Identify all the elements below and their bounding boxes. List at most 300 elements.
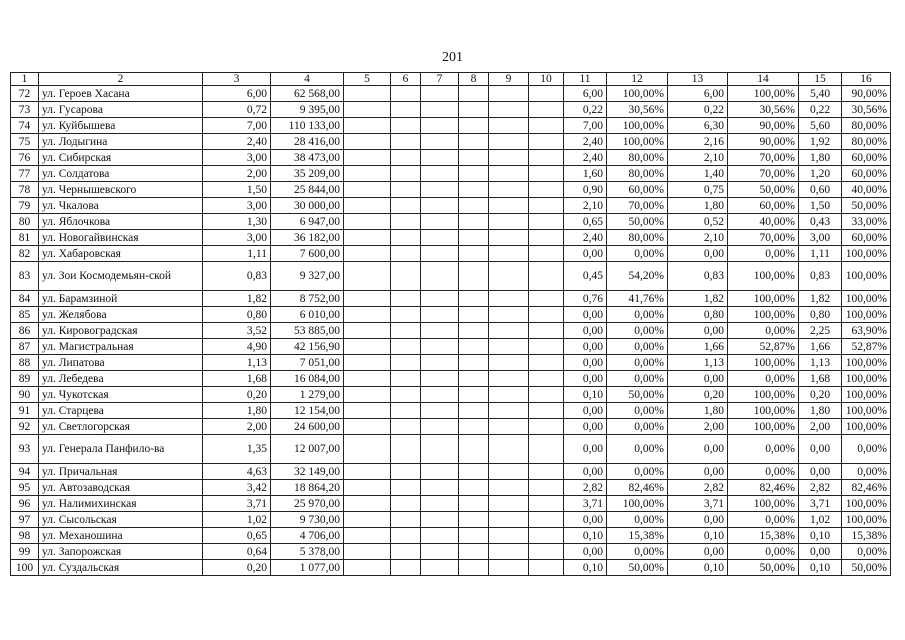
column-header-5: 5	[344, 73, 391, 86]
table-cell-col-10	[529, 150, 564, 166]
table-cell-col-2: ул. Гусарова	[39, 102, 203, 118]
table-cell-col-10	[529, 230, 564, 246]
table-cell-col-6	[391, 528, 421, 544]
table-cell-col-1: 93	[11, 435, 39, 464]
table-cell-col-1: 89	[11, 371, 39, 387]
table-cell-col-1: 73	[11, 102, 39, 118]
table-cell-col-1: 98	[11, 528, 39, 544]
table-cell-col-9	[489, 528, 529, 544]
table-cell-col-7	[421, 166, 459, 182]
table-cell-col-13: 0,10	[668, 560, 728, 576]
table-cell-col-8	[459, 512, 489, 528]
table-cell-col-16: 33,00%	[842, 214, 891, 230]
table-cell-col-16: 60,00%	[842, 230, 891, 246]
table-cell-col-2: ул. Лодыгина	[39, 134, 203, 150]
table-cell-col-4: 38 473,00	[271, 150, 344, 166]
table-cell-col-13: 2,16	[668, 134, 728, 150]
table-cell-col-5	[344, 118, 391, 134]
table-cell-col-2: ул. Солдатова	[39, 166, 203, 182]
table-cell-col-7	[421, 182, 459, 198]
table-cell-col-3: 1,68	[203, 371, 271, 387]
table-cell-col-11: 2,40	[564, 230, 607, 246]
table-cell-col-16: 60,00%	[842, 166, 891, 182]
table-cell-col-4: 16 084,00	[271, 371, 344, 387]
table-cell-col-2: ул. Новогайвинская	[39, 230, 203, 246]
table-cell-col-9	[489, 262, 529, 291]
table-cell-col-10	[529, 102, 564, 118]
table-cell-col-7	[421, 230, 459, 246]
table-cell-col-2: ул. Хабаровская	[39, 246, 203, 262]
table-cell-col-14: 50,00%	[728, 182, 799, 198]
table-row	[11, 246, 891, 262]
table-cell-col-16: 100,00%	[842, 355, 891, 371]
table-cell-col-5	[344, 403, 391, 419]
table-cell-col-10	[529, 323, 564, 339]
table-cell-col-9	[489, 464, 529, 480]
table-cell-col-16: 100,00%	[842, 403, 891, 419]
table-cell-col-6	[391, 496, 421, 512]
table-cell-col-13: 0,00	[668, 323, 728, 339]
table-cell-col-12: 70,00%	[607, 198, 668, 214]
table-cell-col-3: 4,90	[203, 339, 271, 355]
table-cell-col-6	[391, 512, 421, 528]
table-cell-col-2: ул. Сысольская	[39, 512, 203, 528]
table-cell-col-5	[344, 339, 391, 355]
table-cell-col-3: 3,00	[203, 150, 271, 166]
column-header-9: 9	[489, 73, 529, 86]
table-cell-col-4: 35 209,00	[271, 166, 344, 182]
table-cell-col-11: 7,00	[564, 118, 607, 134]
table-cell-col-15: 1,02	[799, 512, 842, 528]
table-cell-col-8	[459, 150, 489, 166]
table-cell-col-7	[421, 387, 459, 403]
table-cell-col-14: 50,00%	[728, 560, 799, 576]
table-cell-col-6	[391, 102, 421, 118]
table-cell-col-16: 50,00%	[842, 560, 891, 576]
table-cell-col-14: 100,00%	[728, 262, 799, 291]
table-cell-col-8	[459, 435, 489, 464]
table-cell-col-11: 1,60	[564, 166, 607, 182]
table-cell-col-15: 0,43	[799, 214, 842, 230]
table-cell-col-15: 3,00	[799, 230, 842, 246]
table-cell-col-2: ул. Запорожская	[39, 544, 203, 560]
table-cell-col-16: 82,46%	[842, 480, 891, 496]
table-cell-col-11: 0,00	[564, 544, 607, 560]
table-cell-col-11: 2,40	[564, 150, 607, 166]
table-cell-col-7	[421, 435, 459, 464]
table-cell-col-2: ул. Липатова	[39, 355, 203, 371]
table-cell-col-2: ул. Чукотская	[39, 387, 203, 403]
table-cell-col-8	[459, 198, 489, 214]
table-cell-col-7	[421, 371, 459, 387]
table-cell-col-13: 0,00	[668, 464, 728, 480]
table-cell-col-9	[489, 86, 529, 102]
table-cell-col-16: 0,00%	[842, 435, 891, 464]
table-cell-col-3: 0,80	[203, 307, 271, 323]
table-row	[11, 560, 891, 576]
table-cell-col-6	[391, 371, 421, 387]
table-cell-col-6	[391, 323, 421, 339]
table-cell-col-14: 0,00%	[728, 323, 799, 339]
column-header-13: 13	[668, 73, 728, 86]
table-cell-col-10	[529, 262, 564, 291]
table-cell-col-4: 32 149,00	[271, 464, 344, 480]
table-cell-col-7	[421, 419, 459, 435]
table-cell-col-1: 88	[11, 355, 39, 371]
table-cell-col-14: 90,00%	[728, 134, 799, 150]
table-cell-col-10	[529, 387, 564, 403]
table-cell-col-15: 1,80	[799, 403, 842, 419]
table-cell-col-11: 0,00	[564, 403, 607, 419]
table-cell-col-8	[459, 339, 489, 355]
table-cell-col-12: 0,00%	[607, 307, 668, 323]
table-cell-col-1: 90	[11, 387, 39, 403]
table-cell-col-6	[391, 387, 421, 403]
table-cell-col-11: 0,10	[564, 528, 607, 544]
table-cell-col-4: 24 600,00	[271, 419, 344, 435]
table-cell-col-4: 42 156,90	[271, 339, 344, 355]
table-cell-col-11: 0,10	[564, 387, 607, 403]
table-cell-col-6	[391, 435, 421, 464]
table-cell-col-2: ул. Желябова	[39, 307, 203, 323]
table-cell-col-15: 1,20	[799, 166, 842, 182]
table-cell-col-13: 6,00	[668, 86, 728, 102]
table-cell-col-15: 1,11	[799, 246, 842, 262]
table-cell-col-7	[421, 102, 459, 118]
table-cell-col-7	[421, 86, 459, 102]
table-cell-col-13: 0,00	[668, 512, 728, 528]
table-cell-col-15: 1,92	[799, 134, 842, 150]
table-cell-col-8	[459, 496, 489, 512]
table-cell-col-10	[529, 464, 564, 480]
table-cell-col-6	[391, 339, 421, 355]
table-cell-col-5	[344, 307, 391, 323]
table-cell-col-16: 100,00%	[842, 387, 891, 403]
table-cell-col-10	[529, 355, 564, 371]
table-cell-col-1: 86	[11, 323, 39, 339]
table-cell-col-16: 40,00%	[842, 182, 891, 198]
table-cell-col-5	[344, 102, 391, 118]
table-cell-col-2: ул. Причальная	[39, 464, 203, 480]
table-cell-col-13: 0,00	[668, 371, 728, 387]
table-cell-col-16: 100,00%	[842, 419, 891, 435]
table-cell-col-10	[529, 512, 564, 528]
table-cell-col-1: 81	[11, 230, 39, 246]
column-header-1: 1	[11, 73, 39, 86]
table-cell-col-5	[344, 262, 391, 291]
table-cell-col-14: 0,00%	[728, 544, 799, 560]
table-cell-col-11: 2,40	[564, 134, 607, 150]
table-cell-col-8	[459, 323, 489, 339]
table-cell-col-2: ул. Куйбышева	[39, 118, 203, 134]
table-cell-col-6	[391, 166, 421, 182]
table-cell-col-1: 87	[11, 339, 39, 355]
table-cell-col-7	[421, 262, 459, 291]
table-cell-col-6	[391, 403, 421, 419]
table-cell-col-14: 0,00%	[728, 435, 799, 464]
table-cell-col-3: 1,11	[203, 246, 271, 262]
table-cell-col-3: 7,00	[203, 118, 271, 134]
table-cell-col-13: 1,80	[668, 403, 728, 419]
table-cell-col-15: 1,50	[799, 198, 842, 214]
table-cell-col-15: 2,82	[799, 480, 842, 496]
table-cell-col-15: 0,00	[799, 464, 842, 480]
table-cell-col-16: 15,38%	[842, 528, 891, 544]
table-cell-col-15: 0,60	[799, 182, 842, 198]
table-cell-col-15: 1,82	[799, 291, 842, 307]
table-cell-col-14: 40,00%	[728, 214, 799, 230]
table-cell-col-3: 1,50	[203, 182, 271, 198]
table-cell-col-2: ул. Суздальская	[39, 560, 203, 576]
table-cell-col-6	[391, 230, 421, 246]
table-cell-col-9	[489, 387, 529, 403]
table-cell-col-10	[529, 528, 564, 544]
table-cell-col-9	[489, 246, 529, 262]
table-cell-col-15: 0,22	[799, 102, 842, 118]
table-cell-col-13: 1,40	[668, 166, 728, 182]
table-cell-col-1: 77	[11, 166, 39, 182]
table-cell-col-9	[489, 198, 529, 214]
table-cell-col-11: 2,82	[564, 480, 607, 496]
table-cell-col-7	[421, 150, 459, 166]
table-cell-col-12: 0,00%	[607, 464, 668, 480]
table-cell-col-6	[391, 246, 421, 262]
table-cell-col-10	[529, 560, 564, 576]
table-cell-col-5	[344, 86, 391, 102]
table-cell-col-1: 99	[11, 544, 39, 560]
table-cell-col-10	[529, 371, 564, 387]
table-cell-col-10	[529, 435, 564, 464]
table-cell-col-12: 0,00%	[607, 419, 668, 435]
table-cell-col-13: 0,00	[668, 544, 728, 560]
table-cell-col-1: 75	[11, 134, 39, 150]
table-cell-col-2: ул. Светлогорская	[39, 419, 203, 435]
table-cell-col-11: 0,00	[564, 307, 607, 323]
table-cell-col-13: 1,82	[668, 291, 728, 307]
table-cell-col-10	[529, 182, 564, 198]
table-cell-col-12: 0,00%	[607, 512, 668, 528]
table-cell-col-15: 0,10	[799, 528, 842, 544]
table-cell-col-6	[391, 560, 421, 576]
table-cell-col-1: 72	[11, 86, 39, 102]
table-cell-col-7	[421, 339, 459, 355]
table-cell-col-4: 12 007,00	[271, 435, 344, 464]
table-cell-col-8	[459, 387, 489, 403]
table-cell-col-12: 60,00%	[607, 182, 668, 198]
table-cell-col-2: ул. Кировоградская	[39, 323, 203, 339]
table-cell-col-8	[459, 419, 489, 435]
table-cell-col-9	[489, 480, 529, 496]
table-cell-col-1: 92	[11, 419, 39, 435]
table-cell-col-5	[344, 134, 391, 150]
table-cell-col-14: 30,56%	[728, 102, 799, 118]
table-cell-col-3: 2,00	[203, 166, 271, 182]
column-header-15: 15	[799, 73, 842, 86]
table-cell-col-13: 2,10	[668, 150, 728, 166]
table-cell-col-8	[459, 355, 489, 371]
table-row	[11, 198, 891, 214]
table-cell-col-16: 100,00%	[842, 246, 891, 262]
table-cell-col-8	[459, 134, 489, 150]
table-cell-col-15: 5,40	[799, 86, 842, 102]
table-cell-col-10	[529, 419, 564, 435]
table-cell-col-7	[421, 512, 459, 528]
table-cell-col-5	[344, 387, 391, 403]
table-cell-col-4: 9 730,00	[271, 512, 344, 528]
table-cell-col-12: 15,38%	[607, 528, 668, 544]
table-cell-col-1: 83	[11, 262, 39, 291]
table-cell-col-11: 0,00	[564, 435, 607, 464]
table-cell-col-9	[489, 307, 529, 323]
table-cell-col-6	[391, 134, 421, 150]
table-cell-col-9	[489, 291, 529, 307]
table-cell-col-15: 1,68	[799, 371, 842, 387]
table-cell-col-5	[344, 435, 391, 464]
column-header-12: 12	[607, 73, 668, 86]
table-cell-col-6	[391, 118, 421, 134]
table-cell-col-7	[421, 355, 459, 371]
table-cell-col-10	[529, 291, 564, 307]
table-row	[11, 166, 891, 182]
table-cell-col-7	[421, 198, 459, 214]
table-cell-col-15: 1,13	[799, 355, 842, 371]
table-cell-col-9	[489, 403, 529, 419]
table-cell-col-3: 2,40	[203, 134, 271, 150]
table-cell-col-7	[421, 214, 459, 230]
table-cell-col-1: 82	[11, 246, 39, 262]
table-cell-col-11: 0,76	[564, 291, 607, 307]
table-cell-col-14: 0,00%	[728, 246, 799, 262]
table-cell-col-9	[489, 339, 529, 355]
table-row	[11, 134, 891, 150]
table-cell-col-3: 0,20	[203, 560, 271, 576]
table-cell-col-14: 90,00%	[728, 118, 799, 134]
table-row	[11, 480, 891, 496]
table-cell-col-15: 1,66	[799, 339, 842, 355]
table-row	[11, 214, 891, 230]
table-cell-col-15: 0,83	[799, 262, 842, 291]
table-cell-col-1: 76	[11, 150, 39, 166]
table-cell-col-9	[489, 435, 529, 464]
table-row	[11, 150, 891, 166]
table-row	[11, 544, 891, 560]
table-cell-col-7	[421, 528, 459, 544]
table-cell-col-14: 0,00%	[728, 512, 799, 528]
table-cell-col-8	[459, 102, 489, 118]
table-cell-col-14: 100,00%	[728, 307, 799, 323]
table-cell-col-7	[421, 307, 459, 323]
table-row	[11, 86, 891, 102]
table-cell-col-7	[421, 118, 459, 134]
table-row	[11, 291, 891, 307]
table-cell-col-15: 3,71	[799, 496, 842, 512]
table-cell-col-3: 1,02	[203, 512, 271, 528]
table-cell-col-8	[459, 307, 489, 323]
table-cell-col-16: 90,00%	[842, 86, 891, 102]
table-cell-col-15: 0,00	[799, 544, 842, 560]
column-header-6: 6	[391, 73, 421, 86]
table-cell-col-6	[391, 262, 421, 291]
table-cell-col-13: 6,30	[668, 118, 728, 134]
table-cell-col-2: ул. Старцева	[39, 403, 203, 419]
table-cell-col-16: 50,00%	[842, 198, 891, 214]
table-cell-col-1: 96	[11, 496, 39, 512]
table-row	[11, 435, 891, 464]
table-cell-col-4: 30 000,00	[271, 198, 344, 214]
table-cell-col-13: 0,20	[668, 387, 728, 403]
table-cell-col-13: 0,75	[668, 182, 728, 198]
table-cell-col-16: 30,56%	[842, 102, 891, 118]
table-cell-col-2: ул. Генерала Панфило-ва	[39, 435, 203, 464]
table-cell-col-10	[529, 403, 564, 419]
table-cell-col-5	[344, 182, 391, 198]
table-cell-col-11: 0,00	[564, 339, 607, 355]
table-cell-col-16: 100,00%	[842, 262, 891, 291]
table-cell-col-14: 15,38%	[728, 528, 799, 544]
table-cell-col-6	[391, 419, 421, 435]
table-row	[11, 262, 891, 291]
table-cell-col-14: 60,00%	[728, 198, 799, 214]
page-number: 201	[442, 50, 463, 65]
table-cell-col-6	[391, 355, 421, 371]
table-cell-col-4: 12 154,00	[271, 403, 344, 419]
table-cell-col-13: 2,82	[668, 480, 728, 496]
table-cell-col-10	[529, 480, 564, 496]
table-row	[11, 419, 891, 435]
table-cell-col-1: 95	[11, 480, 39, 496]
table-cell-col-13: 1,80	[668, 198, 728, 214]
table-cell-col-15: 0,00	[799, 435, 842, 464]
table-cell-col-9	[489, 544, 529, 560]
table-cell-col-12: 80,00%	[607, 230, 668, 246]
data-table	[10, 72, 891, 576]
table-cell-col-5	[344, 230, 391, 246]
table-cell-col-2: ул. Налимихинская	[39, 496, 203, 512]
table-cell-col-8	[459, 464, 489, 480]
table-cell-col-9	[489, 214, 529, 230]
table-cell-col-3: 6,00	[203, 86, 271, 102]
table-row	[11, 102, 891, 118]
table-cell-col-12: 100,00%	[607, 496, 668, 512]
table-cell-col-14: 70,00%	[728, 166, 799, 182]
table-cell-col-6	[391, 150, 421, 166]
table-cell-col-12: 0,00%	[607, 339, 668, 355]
table-cell-col-11: 2,10	[564, 198, 607, 214]
table-cell-col-5	[344, 496, 391, 512]
table-cell-col-3: 2,00	[203, 419, 271, 435]
table-cell-col-3: 0,83	[203, 262, 271, 291]
table-cell-col-15: 0,80	[799, 307, 842, 323]
table-cell-col-1: 78	[11, 182, 39, 198]
table-cell-col-13: 0,83	[668, 262, 728, 291]
table-cell-col-12: 30,56%	[607, 102, 668, 118]
table-cell-col-13: 2,10	[668, 230, 728, 246]
table-cell-col-13: 0,52	[668, 214, 728, 230]
table-cell-col-9	[489, 166, 529, 182]
table-cell-col-8	[459, 246, 489, 262]
table-cell-col-4: 18 864,20	[271, 480, 344, 496]
table-cell-col-13: 0,00	[668, 246, 728, 262]
table-cell-col-11: 0,00	[564, 512, 607, 528]
table-cell-col-4: 9 395,00	[271, 102, 344, 118]
table-cell-col-13: 1,13	[668, 355, 728, 371]
table-cell-col-3: 4,63	[203, 464, 271, 480]
table-cell-col-2: ул. Механошина	[39, 528, 203, 544]
table-cell-col-13: 2,00	[668, 419, 728, 435]
table-cell-col-7	[421, 560, 459, 576]
column-header-2: 2	[39, 73, 203, 86]
table-cell-col-5	[344, 291, 391, 307]
